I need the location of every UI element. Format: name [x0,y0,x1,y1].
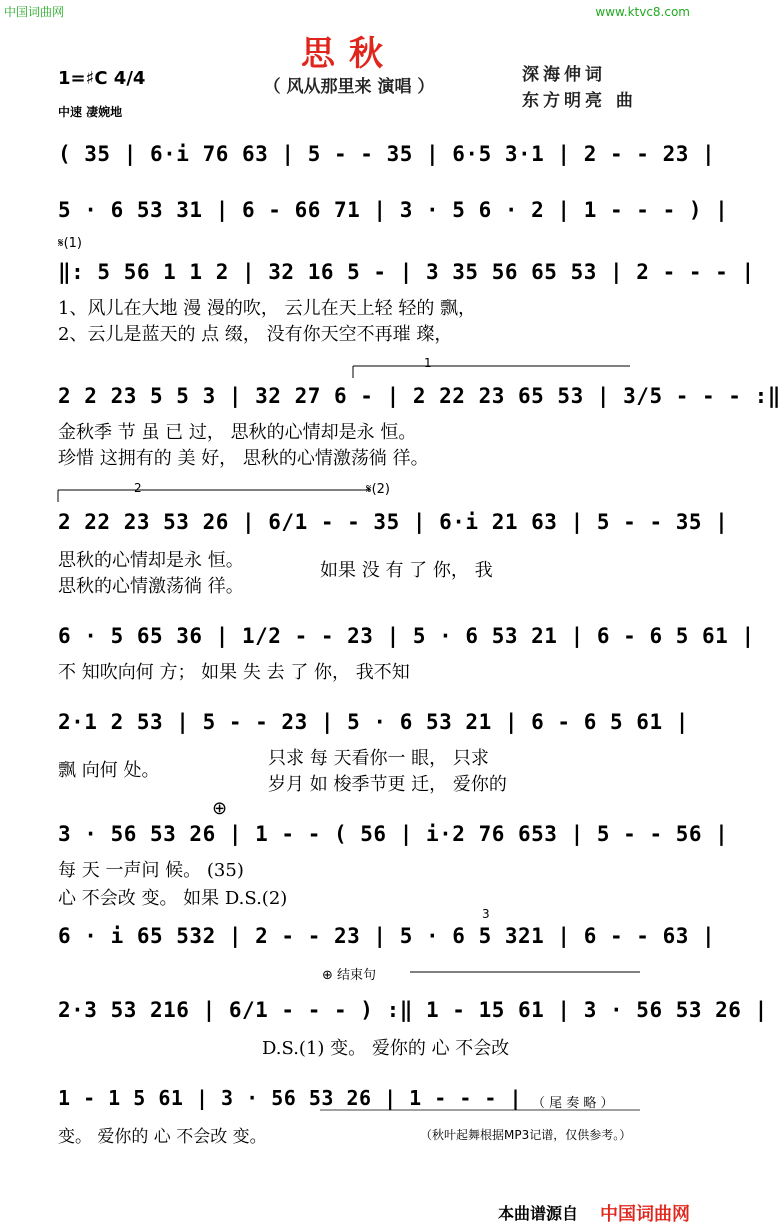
score-line-4: 2 2 23 5 5 3 | 32 27 6 - | 2 22 23 65 53 | 3/5 - - - :‖ [58,384,781,408]
lyricist-credit: 深海伸词 [522,65,606,85]
coda-sign: ⊕ [212,798,228,819]
lyrics-line-4-verse-2: 珍惜 这拥有的 美 好， 思秋的心情激荡徜 徉。 [58,448,429,469]
lyrics-line-10: D.S.(1) 变。 爱你的 心 不会改 [262,1038,510,1059]
coda-label: ⊕ 结束句 [322,968,377,983]
volta-2-label: 2 [134,481,142,495]
lyrics-line-7-verse-1: 只求 每 天看你一 眼， 只求 [268,748,489,769]
lyrics-line-6: 不 知吹向何 方； 如果 失 去 了 你， 我不知 [58,662,410,683]
tempo-marking: 中速 凄婉地 [58,105,123,119]
lyrics-line-11: 变。 爱你的 心 不会改 变。 [58,1127,267,1147]
score-line-2: 5 · 6 53 31 | 6 - 66 71 | 3 · 5 6 · 2 | 1 - - - ) | [58,198,729,222]
lyrics-line-3-verse-1: 1、风儿在大地 漫 漫的吹， 云儿在天上轻 轻的 飘， [58,298,477,319]
song-title: 思秋 [301,34,397,74]
footer-site-link[interactable]: 中国词曲网 [600,1204,690,1225]
key-signature: 1=♯C 4/4 [58,68,146,89]
lyrics-line-3-verse-2: 2、云儿是蓝天的 点 缀， 没有你天空不再璀 璨， [58,324,453,345]
volta-1-label: 1 [424,356,432,370]
score-line-10: 2·3 53 216 | 6/1 - - - ) :‖ 1 - 15 61 | 3 · 56 53 26 | [58,998,768,1022]
watermark-left: 中国词曲网 [4,5,65,19]
score-line-9: 6 · i 65 532 | 2 - - 23 | 5 · 6 5 321 | 6 - - 63 | [58,924,716,948]
lyrics-line-5-verse-2: 思秋的心情激荡徜 徉。 [58,576,244,597]
outro-note: （ 尾 奏 略 ） [532,1096,614,1111]
watermark-right: www.ktvc8.com [595,5,690,19]
score-line-1: ( 35 | 6·i 76 63 | 5 - - 35 | 6·5 3·1 | 2 - - 23 | [58,142,716,166]
segno-1: 𝄋(1) [58,236,83,251]
segno-2: 𝄋(2) [366,482,391,497]
lyrics-line-4-verse-1: 金秋季 节 虽 已 过， 思秋的心情却是永 恒。 [58,422,417,443]
score-line-5: 2 22 23 53 26 | 6/1 - - 35 | 6·i 21 63 | 5 - - 35 | [58,510,729,534]
score-line-8: 3 · 56 53 26 | 1 - - ( 56 | i·2 76 653 | 5 - - 56 | [58,822,729,846]
lyrics-line-7-lead: 飘 向何 处。 [58,760,160,781]
composer-credit: 东方明亮 曲 [522,91,637,111]
lyrics-line-5-verse-1: 思秋的心情却是永 恒。 [58,550,244,571]
song-subtitle: （ 风从那里来 演唱 ） [263,77,435,97]
lyrics-line-8-verse-1: 每 天 一声问 候。 (35) [58,860,244,881]
score-line-7: 2·1 2 53 | 5 - - 23 | 5 · 6 53 21 | 6 - 6 5 61 | [58,710,689,734]
score-line-11: 1 - 1 5 61 | 3 · 56 53 26 | 1 - - - | [58,1086,523,1110]
score-line-3: ‖: 5 56 1 1 2 | 32 16 5 - | 3 35 56 65 53 | 2 - - - | [58,260,755,284]
score-line-6: 6 · 5 65 36 | 1/2 - - 23 | 5 · 6 53 21 | 6 - 6 5 61 | [58,624,755,648]
lyrics-line-8-verse-2: 心 不会改 变。 如果 D.S.(2) [58,888,288,909]
triplet-mark: 3 [482,907,490,921]
footer-source-label: 本曲谱源自 [497,1204,578,1223]
lyrics-line-7-verse-2: 岁月 如 梭季节更 迁， 爱你的 [268,774,507,795]
transcription-note: （秋叶起舞根据MP3记谱，仅供参考。） [420,1128,632,1142]
lyrics-line-5-refrain: 如果 没 有 了 你， 我 [320,560,493,581]
